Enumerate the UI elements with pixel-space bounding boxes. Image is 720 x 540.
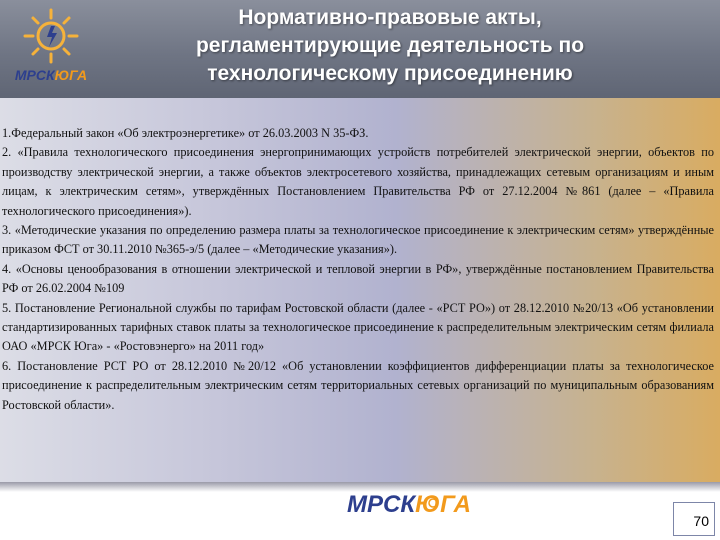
svg-text:МРСКЮГА: МРСКЮГА [347, 491, 471, 518]
legal-acts-list [2, 124, 714, 415]
title-line-1: Нормативно-правовые акты, [238, 6, 542, 29]
list-item: 3. «Методические указания по определению размера платы за технологическое присоединение к электрическим сетям» утверждённые приказом ФСТ от 30.11.2010 №365-э/5 (далее – «Методические указания»). [2, 223, 714, 257]
list-item: 5. Постановление Региональной службы по тарифам Ростовской области (далее - «РСТ РО») от 28.12.2010 №20/13 «Об установлении стандартизированных тарифных ставок платы за технологическое присоединение к распределительным электрическим сетям филиала ОАО «МРСК Юга» - «Ростовэнерго» на 2011 год» [2, 300, 714, 354]
list-item: 1.Федеральный закон «Об электроэнергетике» от 26.03.2003 N 35-ФЗ. [2, 126, 369, 140]
slide-title [110, 4, 670, 88]
svg-text:МРСКЮГА: МРСКЮГА [14, 67, 88, 83]
title-line-2: регламентирующие деятельность по [195, 34, 585, 57]
header-bar [0, 0, 720, 98]
sun-rays-icon [25, 10, 77, 62]
footer-logo [345, 486, 495, 520]
page-number: 70 [693, 513, 709, 529]
mrsk-yuga-logo [6, 6, 96, 90]
page-number-box [673, 502, 715, 536]
list-item: 2. «Правила технологического присоединения энергопринимающих устройств потребителей электрической энергии, объектов по производству электрической энергии, а также объектов электросетевого хозяйства, принадлежащих сетевым организациям и иным лицам, к электрическим сетям», утверждённых Постановлением Правительства РФ от 27.12.2004 №861 (далее – «Правила технологического присоединения»). [2, 145, 714, 218]
content-panel [0, 98, 720, 482]
list-item: 4. «Основы ценообразования в отношении электрической и тепловой энергии в РФ», утверждённые постановлением Правительства РФ от 26.02.2004 №109 [2, 261, 714, 296]
title-line-3: технологическому присоединению [207, 62, 573, 85]
list-item: 6. Постановление РСТ РО от 28.12.2010 №20/12 «Об установлении коэффициентов дифференциации платы за технологическое присоединение к распределительным электрическим сетям территориальных сетевых организаций по муниципальным образованиям Ростовской области». [2, 358, 714, 412]
